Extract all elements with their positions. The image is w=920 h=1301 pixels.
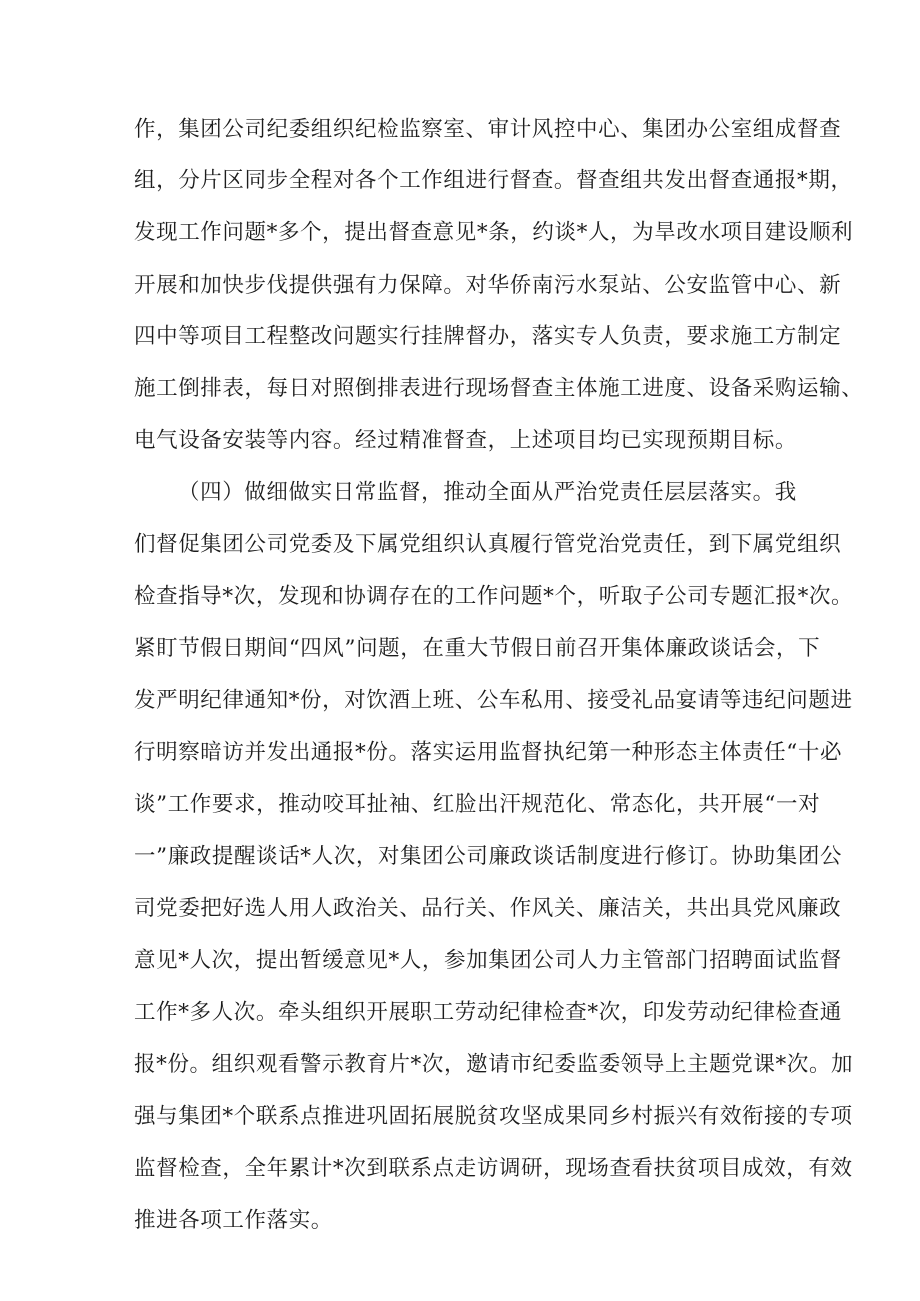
paragraph-1-line: 作，集团公司纪委组织纪检监察室、审计风控中心、集团办公室组成督查 <box>134 117 842 142</box>
paragraph-1-line: 电气设备安装等内容。经过精准督查，上述项目均已实现预期目标。 <box>134 428 798 453</box>
paragraph-1-line: 发现工作问题*多个，提出督查意见*条，约谈*人，为旱改水项目建设顺利 <box>134 220 854 245</box>
paragraph-2-line: 发严明纪律通知*份，对饮酒上班、公车私用、接受礼品宴请等违纪问题进 <box>134 688 853 713</box>
paragraph-1-line: 开展和加快步伐提供强有力保障。对华侨南污水泵站、公安监管中心、新 <box>134 273 842 298</box>
paragraph-2-line: 推进各项工作落实。 <box>134 1208 333 1233</box>
paragraph-2-line: 报*份。组织观看警示教育片*次，邀请市纪委监委领导上主题党课*次。加 <box>134 1052 854 1077</box>
paragraph-1-line: 组，分片区同步全程对各个工作组进行督查。督查组共发出督查通报*期， <box>134 168 853 193</box>
paragraph-2-line: 紧盯节假日期间“四风”问题，在重大节假日前召开集体廉政谈话会，下 <box>134 636 821 661</box>
paragraph-2-line: 司党委把好选人用人政治关、品行关、作风关、廉洁关，共出具党风廉政 <box>134 896 842 921</box>
paragraph-2-line: 工作*多人次。牵头组织开展职工劳动纪律检查*次，印发劳动纪律检查通 <box>134 1000 842 1025</box>
paragraph-2-line: 检查指导*次，发现和协调存在的工作问题*个，听取子公司专题汇报*次。 <box>134 584 854 609</box>
paragraph-2-line: 强与集团*个联系点推进巩固拓展脱贫攻坚成果同乡村振兴有效衔接的专项 <box>134 1104 853 1129</box>
paragraph-1-line: 四中等项目工程整改问题实行挂牌督办，落实专人负责，要求施工方制定 <box>134 324 842 349</box>
paragraph-2-line: 监督检查，全年累计*次到联系点走访调研，现场查看扶贫项目成效，有效 <box>134 1156 853 1181</box>
paragraph-2-line: 意见*人次，提出暂缓意见*人，参加集团公司人力主管部门招聘面试监督 <box>134 948 842 973</box>
section-heading-line: （四）做细做实日常监督，推动全面从严治党责任层层落实。我 <box>178 480 797 505</box>
paragraph-2-line: 行明察暗访并发出通报*份。落实运用监督执纪第一种形态主体责任“十必 <box>134 740 843 765</box>
paragraph-2-line: 谈”工作要求，推动咬耳扯袖、红脸出汗规范化、常态化，共开展“一对 <box>134 792 821 817</box>
paragraph-1-line: 施工倒排表，每日对照倒排表进行现场督查主体施工进度、设备采购运输、 <box>134 376 864 401</box>
paragraph-2-line: 一”廉政提醒谈话*人次，对集团公司廉政谈话制度进行修订。协助集团公 <box>134 844 843 869</box>
paragraph-2-line: 们督促集团公司党委及下属党组织认真履行管党治党责任，到下属党组织 <box>134 532 842 557</box>
